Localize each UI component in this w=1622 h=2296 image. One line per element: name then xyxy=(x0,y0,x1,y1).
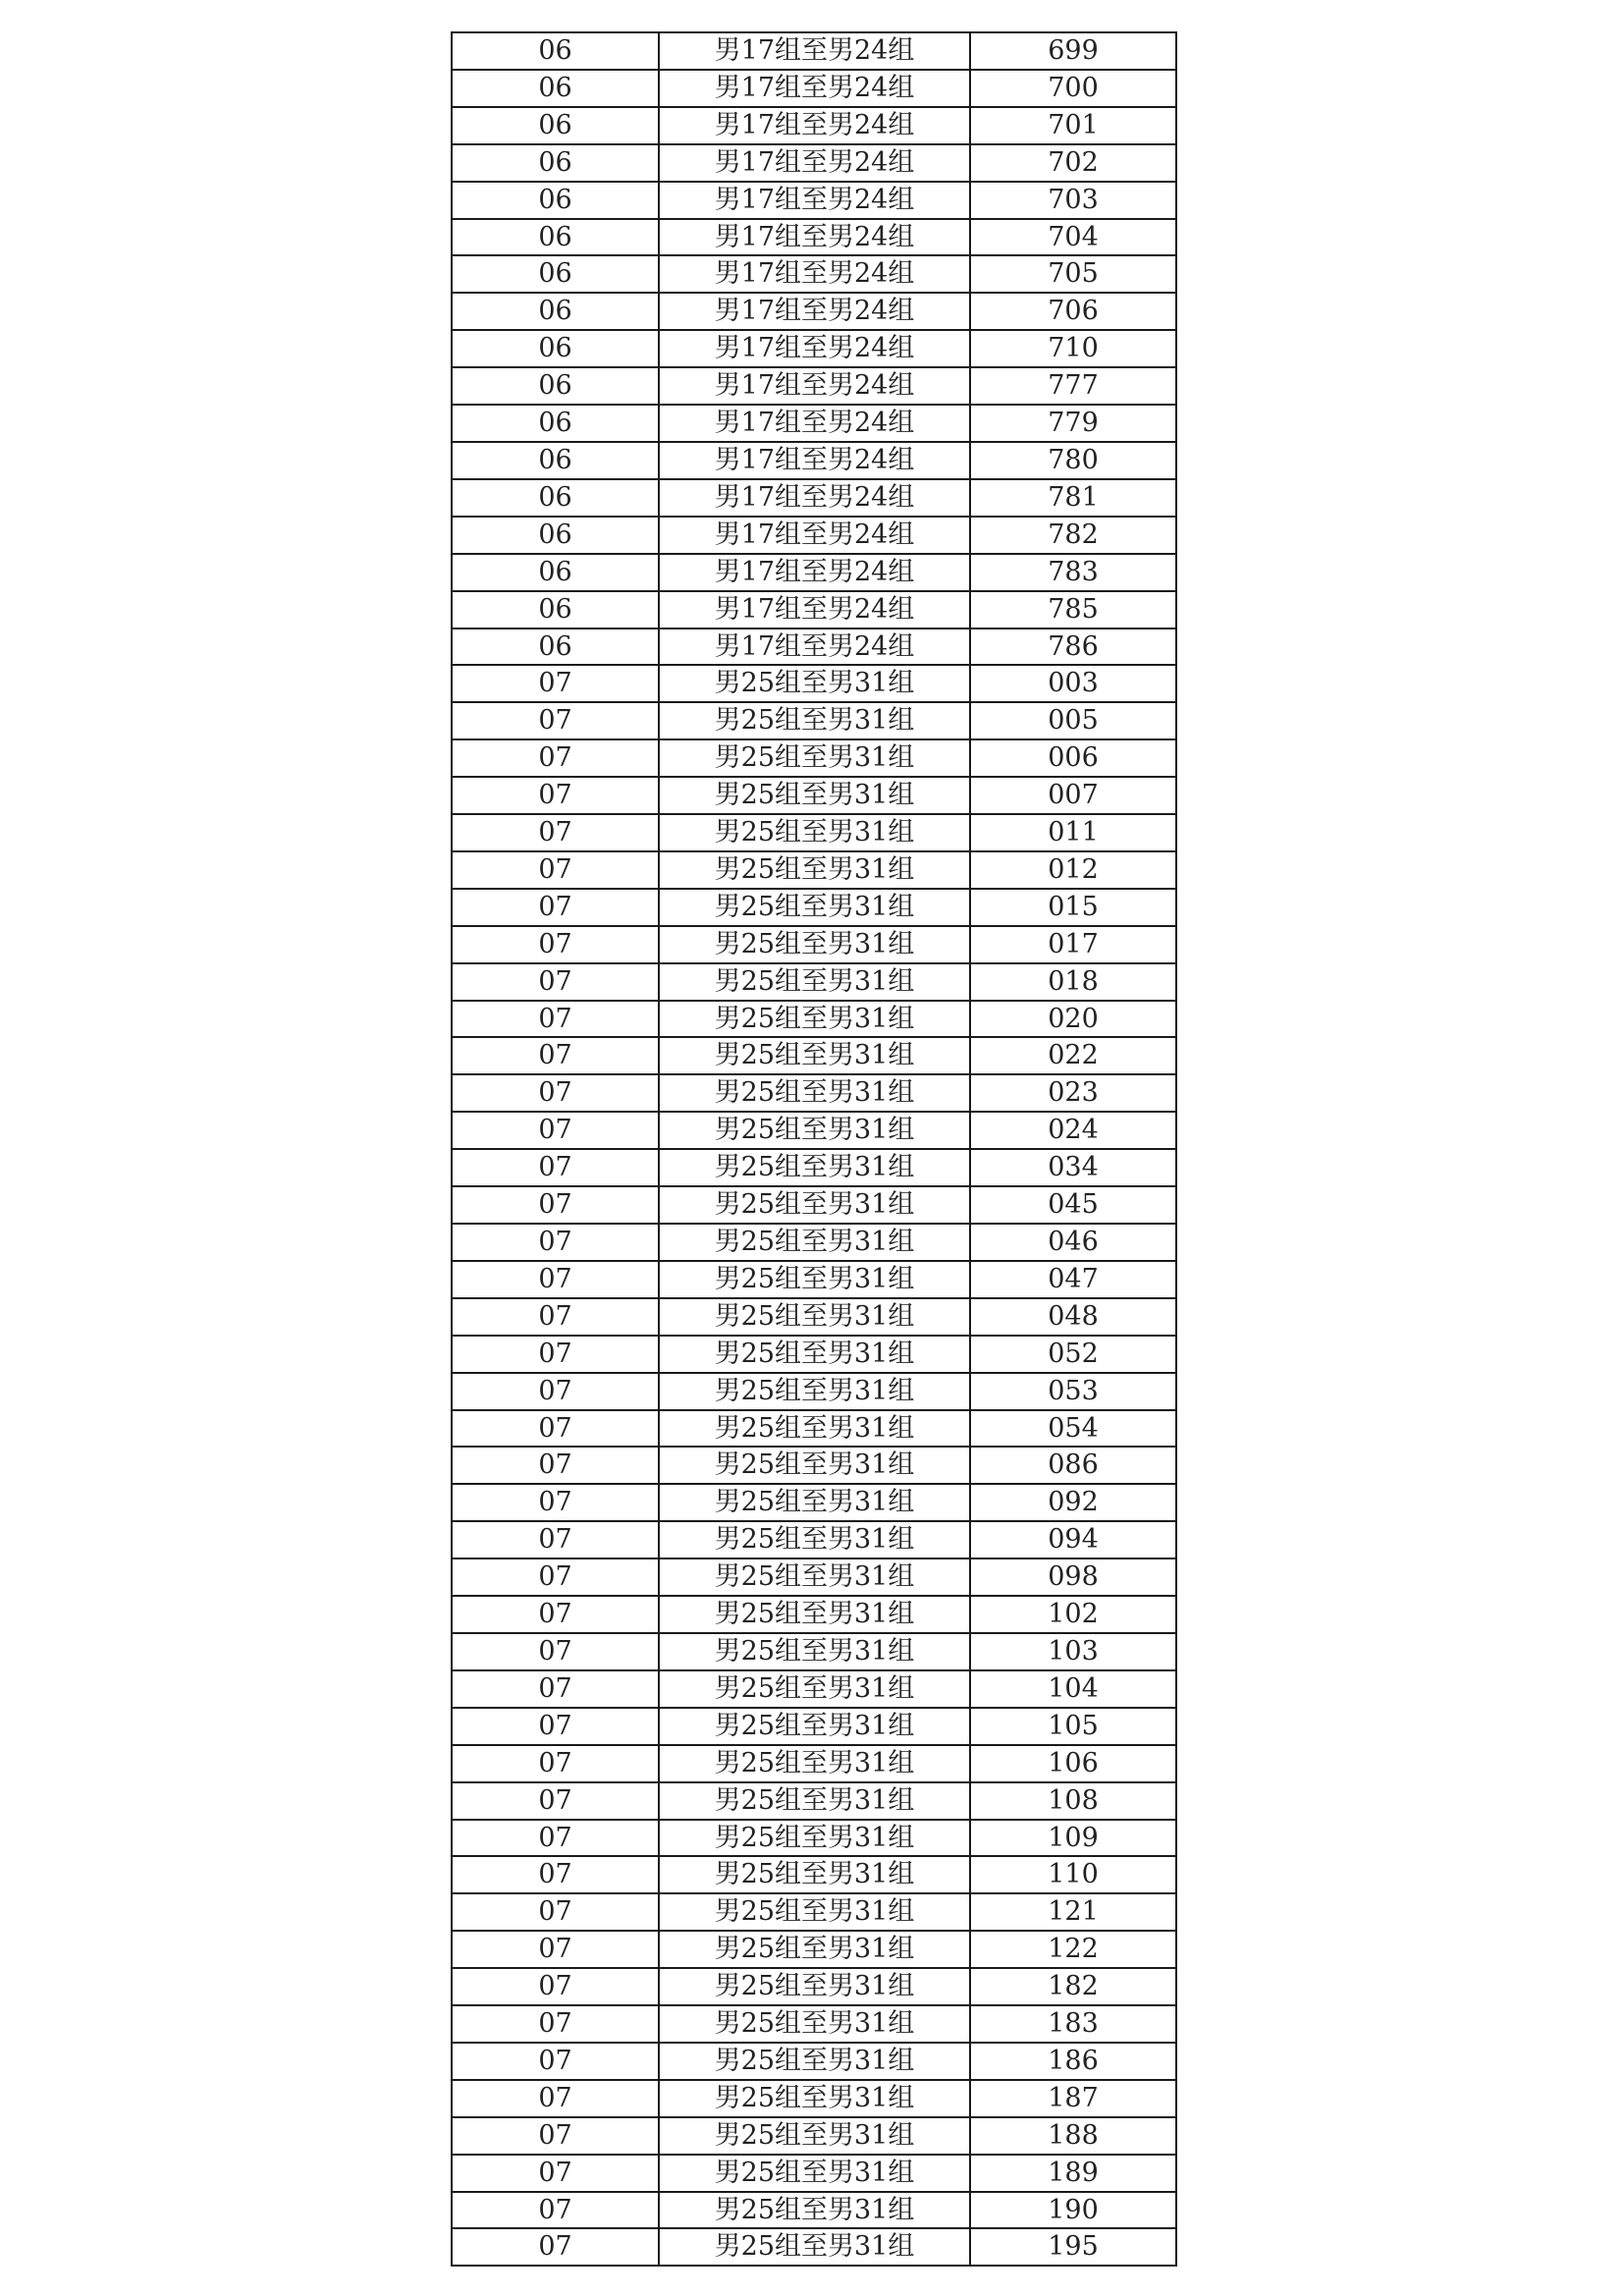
table-row xyxy=(452,182,1176,219)
group-range-cell: 男25组至男31组 xyxy=(659,1708,970,1745)
number-cell: 007 xyxy=(970,777,1176,814)
group-range-cell: 男25组至男31组 xyxy=(659,1001,970,1038)
number-cell: 785 xyxy=(970,591,1176,629)
table-row xyxy=(452,405,1176,442)
number-cell: 005 xyxy=(970,702,1176,739)
table-row xyxy=(452,330,1176,367)
group-code-cell: 06 xyxy=(452,107,659,144)
number-cell: 779 xyxy=(970,405,1176,442)
table-row xyxy=(452,2005,1176,2043)
group-code-cell: 07 xyxy=(452,963,659,1001)
group-code-cell: 07 xyxy=(452,1001,659,1038)
number-cell: 047 xyxy=(970,1261,1176,1298)
group-range-cell: 男17组至男24组 xyxy=(659,629,970,666)
group-code-cell: 06 xyxy=(452,517,659,554)
group-code-cell: 06 xyxy=(452,554,659,591)
table-row xyxy=(452,1410,1176,1448)
group-code-cell: 06 xyxy=(452,219,659,256)
group-code-cell: 07 xyxy=(452,665,659,702)
group-range-cell: 男25组至男31组 xyxy=(659,1968,970,2005)
table-row xyxy=(452,1373,1176,1410)
number-cell: 003 xyxy=(970,665,1176,702)
group-code-cell: 06 xyxy=(452,70,659,107)
number-cell: 186 xyxy=(970,2043,1176,2080)
number-cell: 092 xyxy=(970,1484,1176,1521)
number-cell: 053 xyxy=(970,1373,1176,1410)
number-cell: 023 xyxy=(970,1074,1176,1112)
table-row xyxy=(452,1893,1176,1931)
group-code-cell: 07 xyxy=(452,1893,659,1931)
group-range-cell: 男25组至男31组 xyxy=(659,1670,970,1708)
table-row xyxy=(452,1708,1176,1745)
group-range-cell: 男25组至男31组 xyxy=(659,814,970,851)
group-code-cell: 07 xyxy=(452,2155,659,2192)
number-cell: 710 xyxy=(970,330,1176,367)
table-row xyxy=(452,702,1176,739)
group-code-cell: 07 xyxy=(452,1074,659,1112)
number-cell: 187 xyxy=(970,2080,1176,2117)
table-row xyxy=(452,1224,1176,1261)
group-range-cell: 男17组至男24组 xyxy=(659,144,970,182)
table-row xyxy=(452,1149,1176,1186)
number-cell: 783 xyxy=(970,554,1176,591)
table-row xyxy=(452,293,1176,330)
number-cell: 024 xyxy=(970,1112,1176,1149)
group-code-cell: 07 xyxy=(452,1596,659,1633)
table-row xyxy=(452,2080,1176,2117)
group-code-cell: 06 xyxy=(452,479,659,517)
group-code-cell: 07 xyxy=(452,926,659,963)
group-code-cell: 07 xyxy=(452,1856,659,1893)
group-range-cell: 男25组至男31组 xyxy=(659,1820,970,1857)
group-range-cell: 男25组至男31组 xyxy=(659,1893,970,1931)
table-row xyxy=(452,1558,1176,1596)
group-code-cell: 06 xyxy=(452,367,659,405)
group-range-cell: 男25组至男31组 xyxy=(659,2117,970,2155)
table-row xyxy=(452,1037,1176,1074)
group-code-cell: 07 xyxy=(452,1820,659,1857)
table-row xyxy=(452,926,1176,963)
table-row xyxy=(452,1633,1176,1670)
group-range-cell: 男25组至男31组 xyxy=(659,963,970,1001)
table-row xyxy=(452,442,1176,479)
group-range-cell: 男25组至男31组 xyxy=(659,777,970,814)
table-row xyxy=(452,889,1176,926)
table-row xyxy=(452,1521,1176,1558)
table-row xyxy=(452,1001,1176,1038)
group-code-cell: 07 xyxy=(452,889,659,926)
number-cell: 052 xyxy=(970,1336,1176,1373)
group-code-cell: 07 xyxy=(452,1484,659,1521)
number-cell: 777 xyxy=(970,367,1176,405)
group-range-cell: 男25组至男31组 xyxy=(659,1558,970,1596)
number-cell: 109 xyxy=(970,1820,1176,1857)
number-cell: 110 xyxy=(970,1856,1176,1893)
group-code-cell: 07 xyxy=(452,1521,659,1558)
group-code-cell: 07 xyxy=(452,1149,659,1186)
group-range-cell: 男25组至男31组 xyxy=(659,2228,970,2266)
group-range-cell: 男25组至男31组 xyxy=(659,1224,970,1261)
number-cell: 098 xyxy=(970,1558,1176,1596)
group-code-cell: 06 xyxy=(452,255,659,293)
number-cell: 182 xyxy=(970,1968,1176,2005)
table-row xyxy=(452,851,1176,889)
number-cell: 780 xyxy=(970,442,1176,479)
group-range-cell: 男25组至男31组 xyxy=(659,1633,970,1670)
group-code-cell: 07 xyxy=(452,2192,659,2229)
number-cell: 122 xyxy=(970,1931,1176,1968)
group-range-cell: 男25组至男31组 xyxy=(659,1373,970,1410)
number-cell: 048 xyxy=(970,1298,1176,1336)
number-cell: 702 xyxy=(970,144,1176,182)
group-code-cell: 07 xyxy=(452,2043,659,2080)
table-row xyxy=(452,1112,1176,1149)
number-cell: 034 xyxy=(970,1149,1176,1186)
group-code-cell: 07 xyxy=(452,1670,659,1708)
group-range-cell: 男25组至男31组 xyxy=(659,1447,970,1484)
number-cell: 190 xyxy=(970,2192,1176,2229)
group-range-cell: 男25组至男31组 xyxy=(659,1037,970,1074)
group-code-cell: 07 xyxy=(452,1224,659,1261)
table-row xyxy=(452,1074,1176,1112)
group-code-cell: 06 xyxy=(452,405,659,442)
group-code-cell: 07 xyxy=(452,1336,659,1373)
group-code-cell: 07 xyxy=(452,1931,659,1968)
group-range-cell: 男25组至男31组 xyxy=(659,1782,970,1820)
group-code-cell: 07 xyxy=(452,1708,659,1745)
number-cell: 195 xyxy=(970,2228,1176,2266)
group-code-cell: 07 xyxy=(452,1968,659,2005)
group-code-cell: 07 xyxy=(452,2117,659,2155)
group-code-cell: 07 xyxy=(452,851,659,889)
group-code-cell: 07 xyxy=(452,2228,659,2266)
number-cell: 017 xyxy=(970,926,1176,963)
table-row xyxy=(452,1820,1176,1857)
number-cell: 104 xyxy=(970,1670,1176,1708)
group-range-cell: 男25组至男31组 xyxy=(659,1149,970,1186)
group-range-cell: 男25组至男31组 xyxy=(659,1112,970,1149)
number-cell: 183 xyxy=(970,2005,1176,2043)
table-row xyxy=(452,32,1176,70)
group-range-cell: 男17组至男24组 xyxy=(659,255,970,293)
group-code-cell: 06 xyxy=(452,32,659,70)
group-range-cell: 男17组至男24组 xyxy=(659,591,970,629)
number-cell: 189 xyxy=(970,2155,1176,2192)
number-cell: 786 xyxy=(970,629,1176,666)
number-cell: 022 xyxy=(970,1037,1176,1074)
table-row xyxy=(452,1447,1176,1484)
group-code-cell: 07 xyxy=(452,739,659,777)
number-cell: 121 xyxy=(970,1893,1176,1931)
table-row xyxy=(452,591,1176,629)
table-row xyxy=(452,367,1176,405)
group-range-cell: 男25组至男31组 xyxy=(659,1856,970,1893)
group-range-cell: 男25组至男31组 xyxy=(659,926,970,963)
table-row xyxy=(452,517,1176,554)
number-cell: 700 xyxy=(970,70,1176,107)
group-code-cell: 07 xyxy=(452,1633,659,1670)
group-code-cell: 07 xyxy=(452,1782,659,1820)
group-range-cell: 男17组至男24组 xyxy=(659,405,970,442)
group-code-cell: 07 xyxy=(452,814,659,851)
table-row xyxy=(452,1782,1176,1820)
group-code-cell: 06 xyxy=(452,330,659,367)
number-cell: 705 xyxy=(970,255,1176,293)
group-range-cell: 男25组至男31组 xyxy=(659,1931,970,1968)
number-cell: 706 xyxy=(970,293,1176,330)
group-range-cell: 男25组至男31组 xyxy=(659,1261,970,1298)
number-cell: 105 xyxy=(970,1708,1176,1745)
group-code-cell: 06 xyxy=(452,629,659,666)
number-cell: 102 xyxy=(970,1596,1176,1633)
group-range-cell: 男25组至男31组 xyxy=(659,1596,970,1633)
group-range-cell: 男17组至男24组 xyxy=(659,442,970,479)
table-row xyxy=(452,144,1176,182)
table-row xyxy=(452,219,1176,256)
group-range-cell: 男17组至男24组 xyxy=(659,219,970,256)
group-code-cell: 07 xyxy=(452,1558,659,1596)
table-row xyxy=(452,814,1176,851)
table-row xyxy=(452,2117,1176,2155)
number-cell: 012 xyxy=(970,851,1176,889)
table-row xyxy=(452,2192,1176,2229)
number-cell: 015 xyxy=(970,889,1176,926)
group-code-cell: 06 xyxy=(452,293,659,330)
group-code-cell: 07 xyxy=(452,1410,659,1448)
table-row xyxy=(452,665,1176,702)
number-cell: 018 xyxy=(970,963,1176,1001)
data-table xyxy=(451,31,1177,2267)
number-cell: 703 xyxy=(970,182,1176,219)
table-row xyxy=(452,2043,1176,2080)
number-cell: 699 xyxy=(970,32,1176,70)
group-range-cell: 男25组至男31组 xyxy=(659,1521,970,1558)
number-cell: 046 xyxy=(970,1224,1176,1261)
group-range-cell: 男25组至男31组 xyxy=(659,1745,970,1782)
group-code-cell: 07 xyxy=(452,777,659,814)
table-row xyxy=(452,1856,1176,1893)
number-cell: 054 xyxy=(970,1410,1176,1448)
group-code-cell: 07 xyxy=(452,1373,659,1410)
group-range-cell: 男25组至男31组 xyxy=(659,851,970,889)
number-cell: 103 xyxy=(970,1633,1176,1670)
table-row xyxy=(452,1931,1176,1968)
table-row xyxy=(452,1670,1176,1708)
group-code-cell: 07 xyxy=(452,2005,659,2043)
group-range-cell: 男25组至男31组 xyxy=(659,1484,970,1521)
group-code-cell: 07 xyxy=(452,1186,659,1224)
table-body xyxy=(452,32,1176,2266)
group-range-cell: 男25组至男31组 xyxy=(659,1074,970,1112)
group-range-cell: 男17组至男24组 xyxy=(659,107,970,144)
group-range-cell: 男25组至男31组 xyxy=(659,1410,970,1448)
number-cell: 108 xyxy=(970,1782,1176,1820)
number-cell: 701 xyxy=(970,107,1176,144)
group-range-cell: 男17组至男24组 xyxy=(659,182,970,219)
group-range-cell: 男17组至男24组 xyxy=(659,479,970,517)
group-code-cell: 06 xyxy=(452,182,659,219)
group-code-cell: 06 xyxy=(452,591,659,629)
table-row xyxy=(452,1745,1176,1782)
number-cell: 782 xyxy=(970,517,1176,554)
table-row xyxy=(452,1186,1176,1224)
table-row xyxy=(452,1298,1176,1336)
group-code-cell: 06 xyxy=(452,442,659,479)
table-row xyxy=(452,1484,1176,1521)
group-range-cell: 男25组至男31组 xyxy=(659,2192,970,2229)
table-row xyxy=(452,777,1176,814)
table-row xyxy=(452,1968,1176,2005)
number-cell: 006 xyxy=(970,739,1176,777)
group-code-cell: 07 xyxy=(452,1298,659,1336)
group-range-cell: 男17组至男24组 xyxy=(659,367,970,405)
table-row xyxy=(452,255,1176,293)
table-row xyxy=(452,2155,1176,2192)
group-code-cell: 07 xyxy=(452,1261,659,1298)
number-cell: 020 xyxy=(970,1001,1176,1038)
table-row xyxy=(452,963,1176,1001)
group-range-cell: 男17组至男24组 xyxy=(659,330,970,367)
group-range-cell: 男25组至男31组 xyxy=(659,739,970,777)
table-row xyxy=(452,1261,1176,1298)
number-cell: 781 xyxy=(970,479,1176,517)
table-row xyxy=(452,107,1176,144)
group-range-cell: 男17组至男24组 xyxy=(659,70,970,107)
number-cell: 106 xyxy=(970,1745,1176,1782)
number-cell: 704 xyxy=(970,219,1176,256)
group-range-cell: 男17组至男24组 xyxy=(659,32,970,70)
table-row xyxy=(452,554,1176,591)
group-range-cell: 男25组至男31组 xyxy=(659,2005,970,2043)
group-code-cell: 07 xyxy=(452,2080,659,2117)
group-range-cell: 男25组至男31组 xyxy=(659,2080,970,2117)
table-row xyxy=(452,1336,1176,1373)
group-code-cell: 07 xyxy=(452,1447,659,1484)
table-row xyxy=(452,629,1176,666)
table-row xyxy=(452,1596,1176,1633)
number-cell: 086 xyxy=(970,1447,1176,1484)
table-row xyxy=(452,479,1176,517)
table-row xyxy=(452,739,1176,777)
group-range-cell: 男25组至男31组 xyxy=(659,2155,970,2192)
group-range-cell: 男25组至男31组 xyxy=(659,2043,970,2080)
table-row xyxy=(452,2228,1176,2266)
number-cell: 045 xyxy=(970,1186,1176,1224)
group-code-cell: 07 xyxy=(452,702,659,739)
group-range-cell: 男25组至男31组 xyxy=(659,889,970,926)
group-range-cell: 男25组至男31组 xyxy=(659,702,970,739)
number-cell: 094 xyxy=(970,1521,1176,1558)
group-code-cell: 07 xyxy=(452,1112,659,1149)
number-cell: 011 xyxy=(970,814,1176,851)
group-range-cell: 男25组至男31组 xyxy=(659,665,970,702)
group-code-cell: 06 xyxy=(452,144,659,182)
table-row xyxy=(452,70,1176,107)
group-range-cell: 男17组至男24组 xyxy=(659,293,970,330)
group-range-cell: 男17组至男24组 xyxy=(659,517,970,554)
group-range-cell: 男25组至男31组 xyxy=(659,1298,970,1336)
group-range-cell: 男25组至男31组 xyxy=(659,1186,970,1224)
number-cell: 188 xyxy=(970,2117,1176,2155)
group-range-cell: 男17组至男24组 xyxy=(659,554,970,591)
group-range-cell: 男25组至男31组 xyxy=(659,1336,970,1373)
group-code-cell: 07 xyxy=(452,1745,659,1782)
group-code-cell: 07 xyxy=(452,1037,659,1074)
